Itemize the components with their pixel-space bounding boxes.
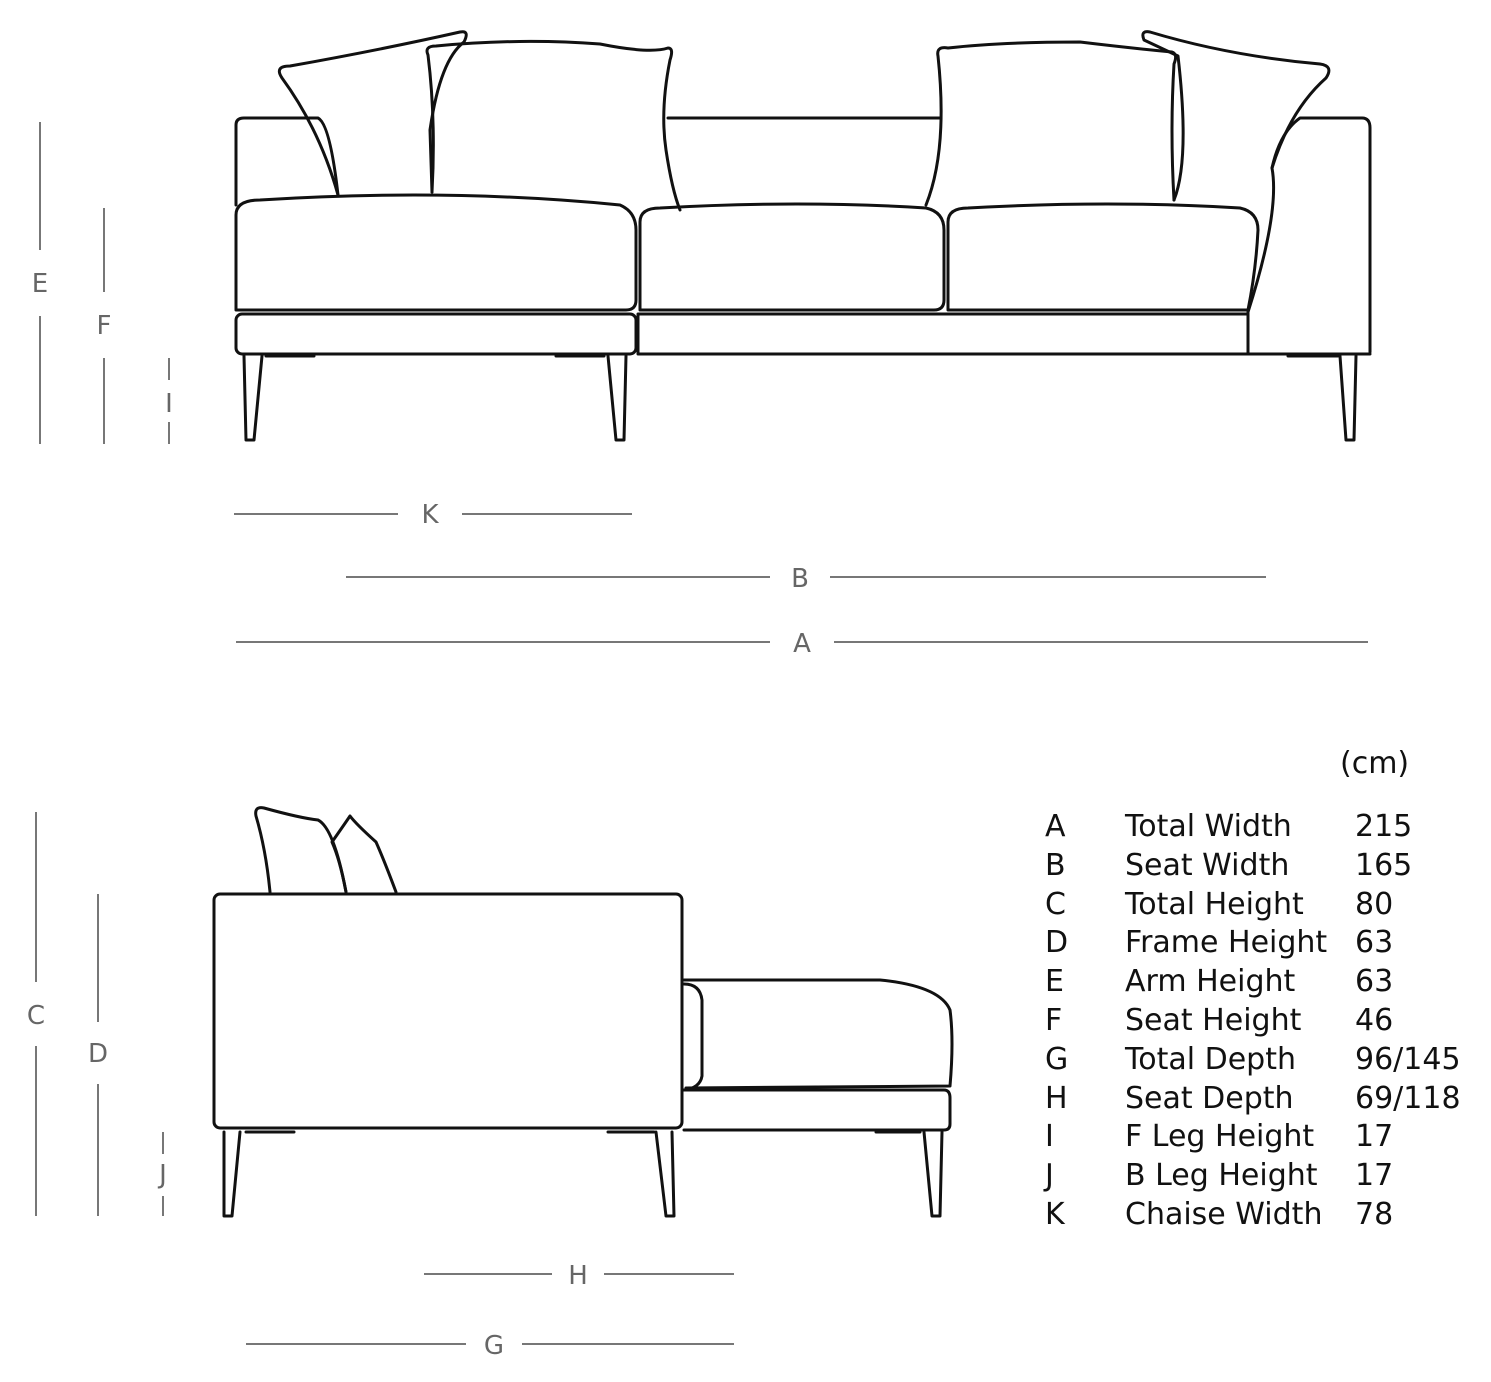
- spec-letter: C: [1045, 886, 1066, 922]
- sofa-front-view: [236, 32, 1370, 440]
- side-leg: [656, 1132, 674, 1216]
- spec-row: [1045, 1157, 1465, 1196]
- front-left-arm: [236, 118, 338, 205]
- dim-label-f: F: [96, 311, 112, 341]
- spec-name: Chaise Width: [1125, 1196, 1323, 1232]
- spec-value: 46: [1355, 1002, 1394, 1038]
- spec-name: Arm Height: [1125, 964, 1296, 1000]
- spec-row: [1045, 924, 1465, 963]
- side-chaise-cushion: [684, 984, 702, 1090]
- spec-letter: D: [1045, 925, 1069, 961]
- front-leg: [608, 356, 626, 440]
- front-seat-cushion-3: [948, 204, 1258, 310]
- front-leg: [1340, 356, 1356, 440]
- spec-letter: I: [1045, 1119, 1054, 1155]
- spec-row: [1045, 963, 1465, 1002]
- spec-value: 78: [1355, 1196, 1394, 1232]
- spec-row: [1045, 1196, 1465, 1235]
- spec-letter: F: [1045, 1002, 1063, 1038]
- side-chaise-base: [684, 1090, 950, 1130]
- spec-name: B Leg Height: [1125, 1158, 1318, 1194]
- spec-row: [1045, 886, 1465, 925]
- spec-row: [1045, 1041, 1465, 1080]
- dim-label-b: B: [791, 564, 809, 594]
- spec-value: 17: [1355, 1119, 1394, 1155]
- spec-letter: B: [1045, 847, 1066, 883]
- spec-letter: A: [1045, 809, 1066, 844]
- side-leg: [224, 1132, 240, 1216]
- spec-row: [1045, 1118, 1465, 1157]
- spec-row: [1045, 847, 1465, 886]
- sofa-side-view: [214, 808, 952, 1216]
- front-leg: [244, 356, 262, 440]
- spec-name: Total Height: [1125, 886, 1304, 922]
- dim-label-d: D: [87, 1039, 109, 1069]
- spec-name: Seat Width: [1125, 847, 1290, 883]
- dim-label-j: J: [159, 1160, 167, 1190]
- front-dimension-labels: [32, 269, 811, 659]
- dim-label-h: H: [568, 1261, 588, 1291]
- spec-letter: E: [1045, 964, 1064, 1000]
- dim-label-g: G: [483, 1331, 505, 1361]
- spec-table-body: [1045, 808, 1465, 1235]
- spec-name: Seat Depth: [1125, 1080, 1294, 1116]
- side-chaise-seat: [684, 980, 952, 1088]
- spec-value: 215: [1355, 809, 1413, 844]
- dim-label-i: I: [165, 389, 173, 419]
- spec-value: 69/118: [1355, 1080, 1461, 1116]
- spec-row: [1045, 808, 1465, 847]
- dim-label-a: A: [793, 629, 811, 659]
- front-pillow-1: [279, 32, 466, 195]
- spec-value: 63: [1355, 964, 1394, 1000]
- dim-label-c: C: [26, 1001, 46, 1031]
- front-right-arm: [1248, 118, 1370, 352]
- front-pillow-2: [427, 41, 680, 210]
- spec-value: 80: [1355, 886, 1394, 922]
- front-chaise-base: [236, 314, 636, 354]
- side-leg: [924, 1132, 942, 1216]
- side-dimension-labels: [27, 1001, 588, 1361]
- dimension-spec-table: [1045, 808, 1465, 1235]
- side-pillow-1: [256, 808, 346, 892]
- spec-value: 96/145: [1355, 1041, 1461, 1077]
- spec-letter: J: [1045, 1158, 1054, 1194]
- side-main-body: [214, 894, 682, 1128]
- spec-name: Frame Height: [1125, 925, 1328, 961]
- front-seat-cushion-1: [236, 195, 636, 310]
- spec-name: Total Depth: [1125, 1041, 1296, 1077]
- spec-letter: H: [1045, 1080, 1068, 1116]
- spec-name: Seat Height: [1125, 1002, 1302, 1038]
- dim-label-k: K: [421, 500, 439, 530]
- front-dimension-lines: [40, 122, 1368, 642]
- unit-label: (cm): [1340, 746, 1410, 781]
- spec-value: 165: [1355, 847, 1413, 883]
- side-pillow-2: [332, 816, 396, 892]
- spec-letter: G: [1045, 1041, 1069, 1077]
- spec-name: F Leg Height: [1125, 1119, 1315, 1155]
- spec-letter: K: [1045, 1196, 1065, 1232]
- front-pillow-3: [926, 42, 1176, 205]
- side-dimension-lines: [36, 812, 734, 1344]
- spec-name: Total Width: [1125, 809, 1292, 844]
- spec-value: 63: [1355, 925, 1394, 961]
- dim-label-e: E: [31, 269, 49, 299]
- front-main-base: [638, 314, 1248, 354]
- spec-row: [1045, 1080, 1465, 1119]
- spec-row: [1045, 1002, 1465, 1041]
- front-seat-cushion-2: [640, 204, 944, 310]
- spec-value: 17: [1355, 1158, 1394, 1194]
